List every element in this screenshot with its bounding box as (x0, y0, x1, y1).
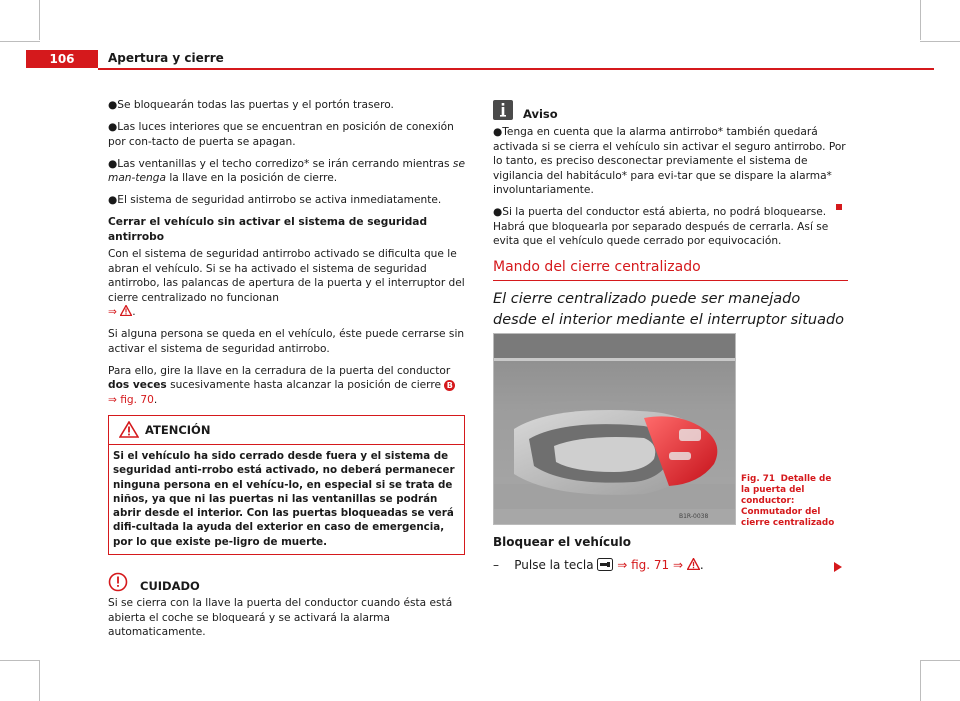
warning-title: ATENCIÓN (145, 422, 211, 437)
crop-mark (920, 0, 921, 40)
note-title: Aviso (523, 106, 558, 121)
door-illustration (494, 334, 735, 524)
paragraph: Si alguna persona se queda en el vehículo, éste puede cerrarse sin activar el sistema de seguridad antirrobo. (108, 328, 465, 355)
list-item: ●Tenga en cuenta que la alarma antirrobo* también quedará activada si se cierra el vehículo sin activar el seguro antirrobo. Por lo tanto, es preciso desconectar previamente el sistema de vigilancia del habitáculo* para evi-tar que se dispare la alarma* involuntariamente. (493, 126, 846, 196)
caution-title: CUIDADO (140, 578, 200, 593)
lock-key-icon (597, 558, 613, 571)
step-item: – Pulse la tecla ⇒ fig. 71 ⇒ . (493, 557, 704, 572)
crop-mark (39, 0, 40, 40)
step-heading: Bloquear el vehículo (493, 535, 632, 549)
step-block (493, 535, 848, 572)
paragraph: Para ello, gire la llave en la cerradura de la puerta del conductor dos veces sucesivamente hasta alcanzar la posición de cierre B ⇒ fig. 70. (108, 364, 465, 408)
list-item: ●El sistema de seguridad antirrobo se activa inmediatamente. (108, 194, 442, 206)
list-item: ●Las ventanillas y el techo corredizo* se irán cerrando mientras se man-tenga la llave en la posición de cierre. (108, 157, 465, 184)
crop-mark (39, 661, 40, 701)
crop-mark (920, 41, 960, 42)
crop-mark (920, 660, 960, 661)
info-icon (493, 100, 513, 120)
page-number: 106 (26, 50, 98, 68)
end-marker (836, 204, 842, 210)
list-item: ●Si la puerta del conductor está abierta, no podrá bloquearse. Habrá que bloquearla por separado después de cerrarla. Así se evita que el vehículo quede cerrado por equivocación. (493, 206, 829, 247)
list-item: ●Se bloquearán todas las puertas y el portón trasero. (108, 99, 394, 111)
warning-triangle-icon (687, 558, 700, 570)
caution-block (108, 571, 465, 640)
warning-triangle-icon (120, 305, 132, 316)
page-title: Apertura y cierre (108, 51, 224, 65)
list-item: ●Las luces interiores que se encuentran en posición de conexión por con-tacto de puerta se apagan. (108, 121, 454, 148)
caution-icon (108, 572, 128, 592)
warning-triangle-icon (119, 421, 139, 438)
section-title: Mando del cierre centralizado (493, 259, 701, 275)
left-column (108, 98, 465, 647)
figure-code: B1R-0038 (679, 513, 709, 520)
fig-ref-link[interactable]: ⇒ fig. 70 (108, 393, 154, 406)
warning-text: Si el vehículo ha sido cerrado desde fuera y el sistema de seguridad anti-rrobo está activado, no deberá permanecer ninguna persona en el vehícu-lo, en especial si se trata de niños, ya que ni las puertas ni las ventanillas se podrán abrir desde el interior. Con las puertas bloqueadas se verá difi-cultada la ayuda del exterior en caso de emergencia, por lo que existe pe-ligro de muerte. (109, 444, 464, 554)
fig-ref-link[interactable]: ⇒ fig. 71 ⇒ (617, 557, 684, 572)
right-column (493, 100, 848, 328)
section-subtitle: El cierre centralizado puede ser manejado desde el interior mediante el interruptor situado (493, 290, 845, 328)
note-block (493, 100, 848, 249)
paragraph: Con el sistema de seguridad antirrobo activado se dificulta que le abran el vehículo. Si se ha activado el sistema de seguridad antirrobo, las palancas de apertura de la puerta y el interruptor del cierre centralizado no funcionan ⇒ . (108, 248, 465, 318)
position-b-badge: B (444, 380, 455, 391)
crop-mark (0, 660, 40, 661)
warning-box (108, 415, 465, 555)
section-heading: Cerrar el vehículo sin activar el sistema de seguridad antirrobo (108, 216, 428, 243)
caution-text: Si se cierra con la llave la puerta del conductor cuando ésta está abierta el coche se bloqueará y se activará la alarma automaticamente. (108, 597, 453, 639)
header-rule (98, 68, 934, 70)
crop-mark (920, 661, 921, 701)
continue-arrow-icon (833, 562, 843, 572)
section-rule (493, 280, 848, 281)
crop-mark (0, 41, 40, 42)
figure-caption: Fig. 71 Detalle de la puerta del conductor: Conmutador del cierre centralizado (741, 474, 835, 528)
ref-arrow[interactable]: ⇒ (108, 306, 117, 318)
door-switch-figure (493, 333, 736, 525)
